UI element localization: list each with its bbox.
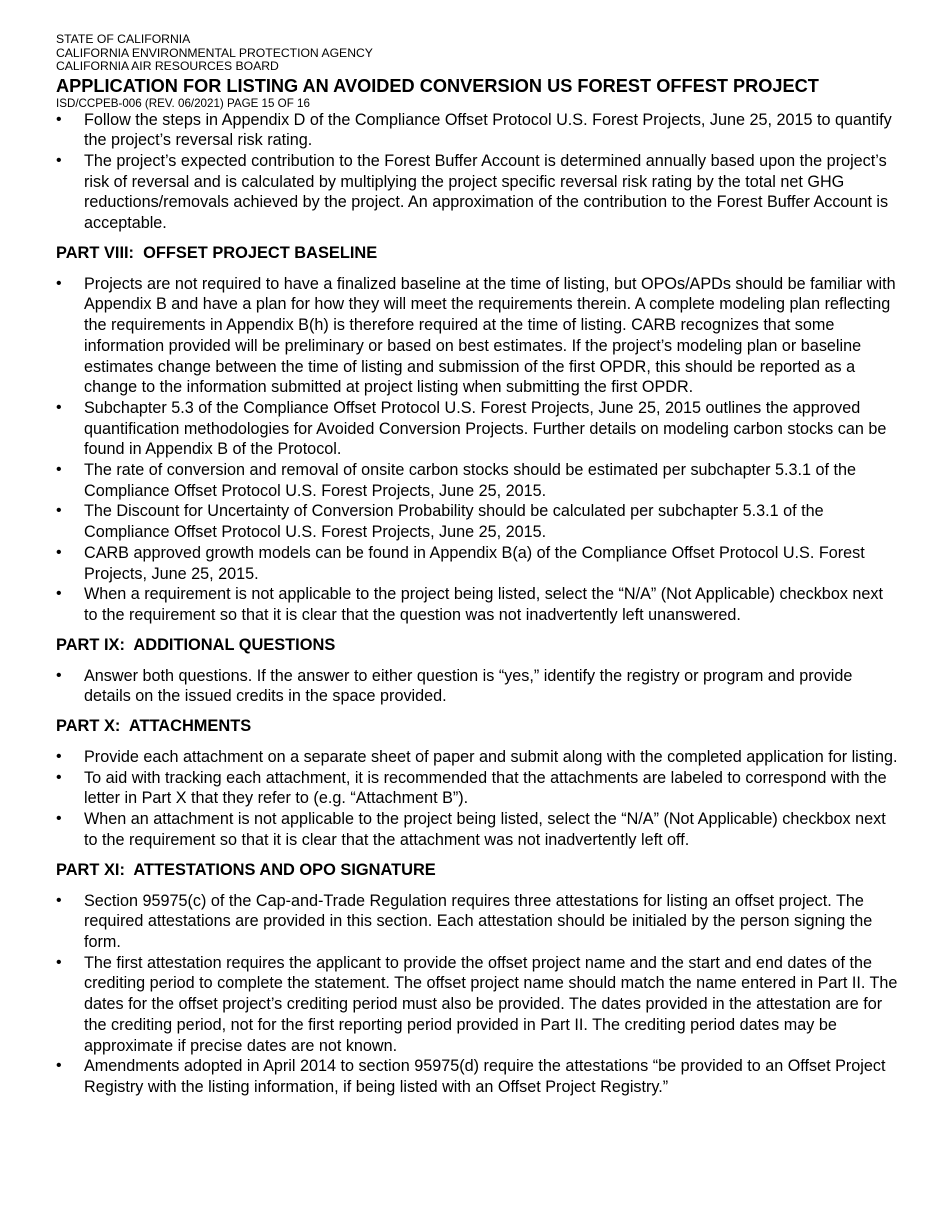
section-part-xi bbox=[56, 860, 898, 1098]
list-item-text: The Discount for Uncertainty of Conversion Probability should be calculated per subchapter 5.3.1 of the Compliance Offset Protocol U.S. Forest Projects, June 25, 2015. bbox=[84, 502, 824, 542]
bullet-icon: • bbox=[56, 748, 62, 766]
bullet-icon: • bbox=[56, 274, 62, 292]
list-item-text: To aid with tracking each attachment, it is recommended that the attachments are labeled to correspond with the letter in Part X that they refer to (e.g. “Attachment B”). bbox=[84, 768, 887, 808]
list-item-text: The project’s expected contribution to the Forest Buffer Account is determined annually based upon the project’s risk of reversal and is calculated by multiplying the project specific reversal risk rating by the total net GHG reductions/removals achieved by the project. An approximation of the contribution to the Forest Buffer Account is acceptable. bbox=[84, 151, 889, 233]
list-item bbox=[56, 747, 898, 768]
document-page bbox=[56, 33, 898, 1098]
bullet-icon: • bbox=[56, 810, 62, 828]
bullet-list bbox=[56, 891, 898, 1098]
section-part-x bbox=[56, 716, 898, 851]
section-part-viii bbox=[56, 243, 898, 626]
section-part-ix bbox=[56, 635, 898, 707]
list-item bbox=[56, 398, 898, 460]
list-item-text: Follow the steps in Appendix D of the Compliance Offset Protocol U.S. Forest Projects, June 25, 2015 to quantify the project’s reversal risk rating. bbox=[84, 110, 892, 150]
list-item bbox=[56, 666, 898, 707]
list-item-text: Answer both questions. If the answer to either question is “yes,” identify the registry or program and provide details on the issued credits in the space provided. bbox=[84, 666, 853, 706]
list-item-text: When a requirement is not applicable to the project being listed, select the “N/A” (Not Applicable) checkbox next to the requirement so that it is clear that the question was not inadvertently left unanswered. bbox=[84, 585, 884, 624]
list-item-text: Amendments adopted in April 2014 to section 95975(d) require the attestations “be provided to an Offset Project Registry with the listing information, if being listed with an Offset Project Registry.” bbox=[84, 1057, 886, 1096]
bullet-icon: • bbox=[56, 543, 62, 561]
section-heading: PART IX: ADDITIONAL QUESTIONS bbox=[56, 635, 336, 654]
bullet-icon: • bbox=[56, 1057, 62, 1075]
bullet-icon: • bbox=[56, 666, 62, 684]
bullet-icon: • bbox=[56, 768, 62, 786]
list-item-text: Projects are not required to have a finalized baseline at the time of listing, but OPOs/APDs should be familiar with Appendix B and have a plan for how they will meet the requirements therein. A complete modeling plan reflecting the requirements in Appendix B(h) is therefore required at the time of listing. CARB recognizes that some information provided will be preliminary or based on best estimates. If the project’s modeling plan or baseline estimates change between the time of listing and submission of the first OPDR, this should be reported as a change to the information submitted at project listing when submitting the first OPDR. bbox=[84, 274, 896, 397]
list-item bbox=[56, 460, 898, 501]
agency-line-carb: CALIFORNIA AIR RESOURCES BOARD bbox=[56, 59, 279, 73]
list-item bbox=[56, 584, 898, 625]
agency-line-calepa: CALIFORNIA ENVIRONMENTAL PROTECTION AGENCY bbox=[56, 45, 373, 60]
list-item-text: The first attestation requires the applicant to provide the offset project name and the start and end dates of the crediting period to complete the statement. The offset project name should match the name entered in Part II. The dates for the offset project’s crediting period must also be provided. The dates provided in the attestation are for the crediting period, not for the first reporting period provided in Part II. The crediting period dates may be approximate if precise dates are not known. bbox=[84, 953, 898, 1055]
bullet-icon: • bbox=[56, 585, 62, 603]
list-item bbox=[56, 953, 898, 1057]
list-item-text: CARB approved growth models can be found in Appendix B(a) of the Compliance Offset Protocol U.S. Forest Projects, June 25, 2015. bbox=[84, 543, 865, 583]
list-item-text: Section 95975(c) of the Cap-and-Trade Regulation requires three attestations for listing an offset project. The required attestations are provided in this section. Each attestation should be initialed by the person signing the form. bbox=[84, 891, 873, 951]
list-item-text: The rate of conversion and removal of onsite carbon stocks should be estimated per subchapter 5.3.1 of the Compliance Offset Protocol U.S. Forest Projects, June 25, 2015. bbox=[84, 461, 857, 500]
section-heading: PART VIII: OFFSET PROJECT BASELINE bbox=[56, 243, 378, 262]
bullet-icon: • bbox=[56, 461, 62, 479]
bullet-icon: • bbox=[56, 398, 62, 416]
bullet-icon: • bbox=[56, 110, 62, 128]
list-item bbox=[56, 1056, 898, 1097]
list-item bbox=[56, 151, 898, 234]
document-title: APPLICATION FOR LISTING AN AVOIDED CONVERSION US FOREST OFFEST PROJECT bbox=[56, 75, 819, 96]
agency-line-state: STATE OF CALIFORNIA bbox=[56, 32, 191, 46]
list-item bbox=[56, 110, 898, 151]
document-header bbox=[56, 33, 898, 110]
form-id-page-number: ISD/CCPEB-006 (REV. 06/2021) PAGE 15 OF 16 bbox=[56, 96, 310, 110]
bullet-list bbox=[56, 666, 898, 707]
list-item bbox=[56, 768, 898, 809]
list-item-text: Provide each attachment on a separate sheet of paper and submit along with the completed application for listing. bbox=[84, 748, 898, 767]
list-item bbox=[56, 891, 898, 953]
bullet-icon: • bbox=[56, 502, 62, 520]
bullet-icon: • bbox=[56, 953, 62, 971]
list-item bbox=[56, 501, 898, 542]
bullet-icon: • bbox=[56, 891, 62, 909]
list-item-text: When an attachment is not applicable to the project being listed, select the “N/A” (Not Applicable) checkbox next to the requirement so that it is clear that the attachment was not inadvertently left off. bbox=[84, 810, 886, 849]
bullet-list bbox=[56, 274, 898, 626]
list-item bbox=[56, 809, 898, 850]
bullet-list bbox=[56, 747, 898, 851]
section-heading: PART XI: ATTESTATIONS AND OPO SIGNATURE bbox=[56, 860, 436, 879]
list-item bbox=[56, 274, 898, 398]
section-heading: PART X: ATTACHMENTS bbox=[56, 717, 252, 736]
list-item-text: Subchapter 5.3 of the Compliance Offset Protocol U.S. Forest Projects, June 25, 2015 outlines the approved quantification methodologies for Avoided Conversion Projects. Further details on modeling carbon stocks can be found in Appendix B of the Protocol. bbox=[84, 398, 887, 459]
intro-bullet-list bbox=[56, 110, 898, 234]
list-item bbox=[56, 543, 898, 584]
bullet-icon: • bbox=[56, 151, 62, 169]
